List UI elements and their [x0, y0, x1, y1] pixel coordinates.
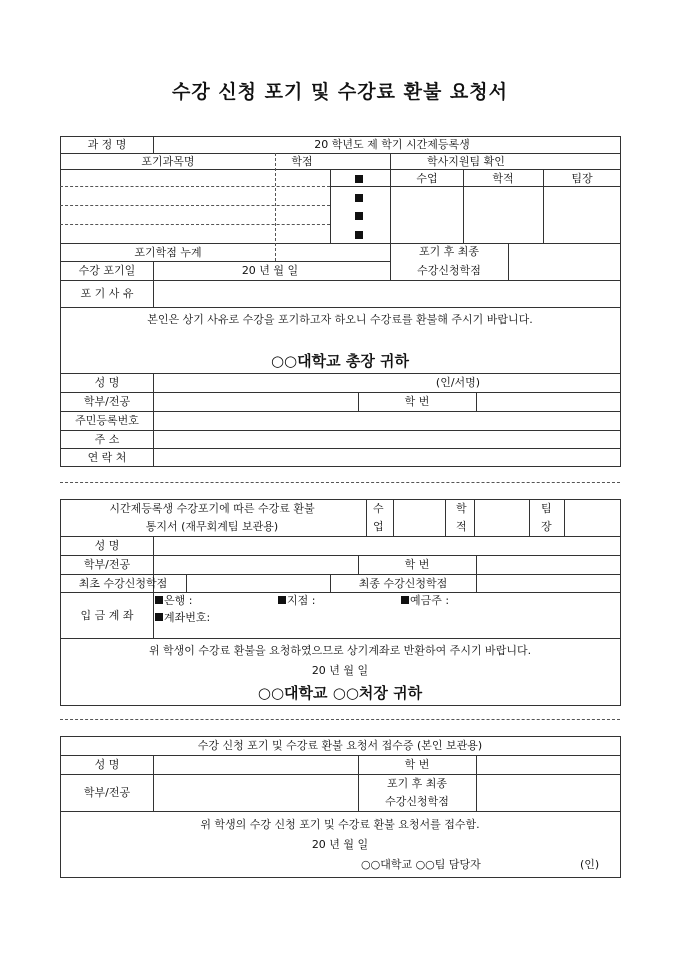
- final-credit-label: 포기 후 최종: [418, 245, 480, 258]
- account-label: 입 금 계 좌: [80, 609, 134, 622]
- head-header: 팀장: [571, 172, 593, 185]
- withdraw-date-value: 20 년 월 일: [241, 264, 299, 277]
- form-title: 수강 신청 포기 및 수강료 환불 요청서: [172, 81, 508, 103]
- addressee: ○○대학교 총장 귀하: [270, 352, 410, 370]
- seal-label: (인): [580, 858, 600, 871]
- credit-header: 학점: [291, 155, 313, 168]
- class-header: 수: [373, 502, 384, 515]
- final-credit-label: 포기 후 최종: [386, 777, 448, 790]
- notice-header: 시간제등록생 수강포기에 따른 수강료 환불: [109, 502, 315, 515]
- bank-checkbox[interactable]: [155, 596, 163, 604]
- dept-label: 학부/전공: [83, 786, 131, 799]
- rrn-label: 주민등록번호: [75, 414, 139, 427]
- receipt-title: 수강 신청 포기 및 수강료 환불 요청서 접수증 (본인 보관용): [197, 739, 483, 752]
- bank-label: 은행 :: [164, 594, 193, 607]
- address-label: 주 소: [94, 433, 120, 446]
- class-header: 업: [373, 520, 384, 533]
- final-credit-label: 수강신청학점: [385, 795, 449, 808]
- checkbox[interactable]: [355, 194, 363, 202]
- account-no-checkbox[interactable]: [155, 613, 163, 621]
- confirm-header: 학사지원팀 확인: [427, 155, 505, 168]
- student-no-label: 학 번: [404, 395, 430, 408]
- head-header: 장: [541, 520, 552, 533]
- notice-date: 20 년 월 일: [311, 664, 369, 677]
- record-header: 학적: [492, 172, 514, 185]
- checkbox[interactable]: [355, 175, 363, 183]
- checkbox[interactable]: [355, 231, 363, 239]
- receipt-date: 20 년 월 일: [311, 838, 369, 851]
- record-header: 적: [456, 520, 467, 533]
- reason-label: 포 기 사 유: [80, 287, 134, 300]
- name-label: 성 명: [94, 539, 120, 552]
- course-value: 20 학년도 제 학기 시간제등록생: [314, 138, 470, 151]
- total-credit-label: 포기학점 누계: [134, 246, 202, 259]
- refund-statement: 위 학생이 수강료 환불을 요청하였으므로 상기계좌로 반환하여 주시기 바랍니다.: [148, 644, 532, 657]
- final-credit-label: 최종 수강신청학점: [358, 577, 448, 590]
- cut-line: [60, 482, 620, 483]
- receipt-signer: ○○대학교 ○○팀 담당자: [361, 858, 481, 871]
- student-no-label: 학 번: [404, 558, 430, 571]
- sign-label: (인/서명): [435, 376, 481, 389]
- contact-label: 연 락 처: [87, 451, 127, 464]
- dept-label: 학부/전공: [83, 395, 131, 408]
- receipt-statement: 위 학생의 수강 신청 포기 및 수강료 환불 요청서를 접수함.: [200, 818, 480, 831]
- final-credit-label: 수강신청학점: [417, 264, 481, 277]
- initial-credit-label: 최초 수강신청학점: [78, 577, 168, 590]
- student-no-label: 학 번: [404, 758, 430, 771]
- request-statement: 본인은 상기 사유로 수강을 포기하고자 하오니 수강료를 환불해 주시기 바랍니다.: [147, 313, 533, 326]
- class-header: 수업: [416, 172, 438, 185]
- checkbox[interactable]: [355, 212, 363, 220]
- cut-line: [60, 719, 620, 720]
- course-label: 과 정 명: [87, 138, 127, 151]
- name-label: 성 명: [94, 758, 120, 771]
- holder-checkbox[interactable]: [401, 596, 409, 604]
- holder-label: 예금주 :: [410, 594, 450, 607]
- name-label: 성 명: [94, 376, 120, 389]
- notice-header: 통지서 (재무회계팀 보관용): [145, 520, 279, 533]
- head-header: 팀: [541, 502, 552, 515]
- addressee: ○○대학교 ○○처장 귀하: [257, 684, 423, 702]
- record-header: 학: [456, 502, 467, 515]
- subject-header: 포기과목명: [141, 155, 195, 168]
- branch-label: 지점 :: [287, 594, 316, 607]
- dept-label: 학부/전공: [83, 558, 131, 571]
- account-no-label: 계좌번호:: [164, 611, 211, 624]
- branch-checkbox[interactable]: [278, 596, 286, 604]
- withdraw-date-label: 수강 포기일: [78, 264, 136, 277]
